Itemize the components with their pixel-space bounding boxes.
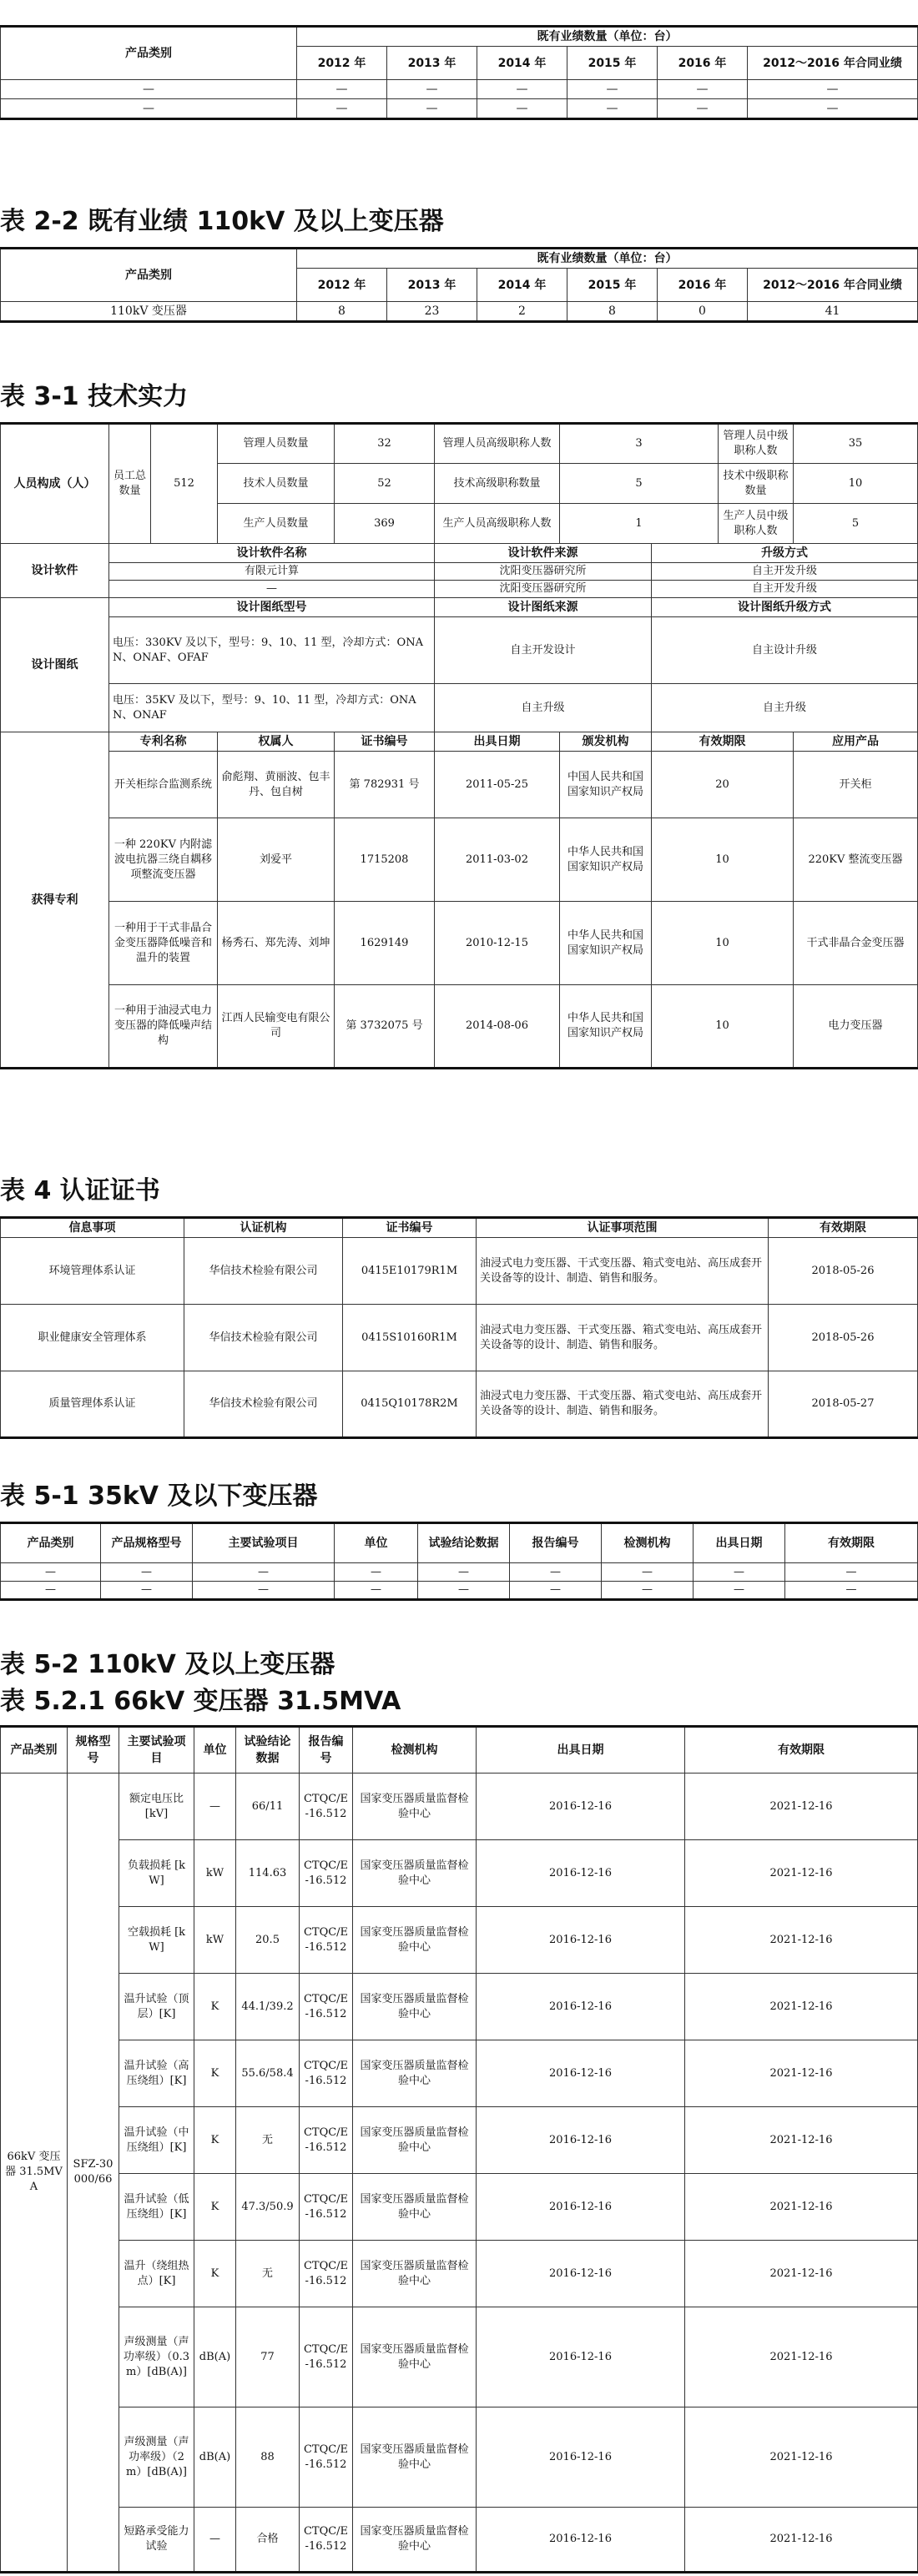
cell: —: [335, 1582, 418, 1600]
col-year: 2014 年: [477, 47, 567, 80]
cell: 2021-12-16: [685, 2241, 918, 2307]
col-year: 2012～2016 年合同业绩: [748, 269, 918, 302]
cell: 温升试验（中压绕组）[K]: [119, 2107, 194, 2174]
cell: —: [1, 1563, 101, 1582]
cell: K: [194, 2174, 236, 2241]
cell: 10: [652, 902, 794, 985]
cell: 声级测量（声功率级）（2m）[dB(A)]: [119, 2407, 194, 2508]
col-header: 设计图纸来源: [435, 598, 652, 617]
cell: 国家变压器质量监督检验中心: [353, 1840, 477, 1907]
table-row: [1, 1774, 918, 1840]
cell: 温升试验（高压绕组）[K]: [119, 2040, 194, 2107]
cell: 2021-12-16: [685, 1974, 918, 2040]
cell: —: [785, 1563, 918, 1582]
col-header: 认证事项范围: [477, 1218, 769, 1238]
cell: 第 3732075 号: [335, 985, 435, 1069]
cell: 5: [560, 464, 719, 504]
drawings-label: 设计图纸: [1, 598, 109, 732]
table-row: [1, 2174, 918, 2241]
cell: 110kV 变压器: [1, 302, 297, 322]
table-5-1-title: 表 5-1 35kV 及以下变压器: [0, 1482, 318, 1511]
cell: 油浸式电力变压器、干式变压器、箱式变电站、高压成套开关设备等的设计、制造、销售和服务。: [477, 1371, 769, 1438]
col-header: 单位: [335, 1523, 418, 1563]
software-label: 设计软件: [1, 544, 109, 598]
col-header: 设计软件来源: [435, 544, 652, 563]
cell: 干式非晶合金变压器: [794, 902, 918, 985]
cell: 2018-05-26: [769, 1238, 918, 1305]
cell: —: [101, 1563, 193, 1582]
cell: 杨秀石、郑先涛、刘坤: [218, 902, 335, 985]
cell: 2016-12-16: [477, 1840, 685, 1907]
cell: 国家变压器质量监督检验中心: [353, 2508, 477, 2573]
cell: 开关柜: [794, 752, 918, 818]
cell: 职业健康安全管理体系: [1, 1305, 184, 1371]
cell: CTQC/E-16.512: [300, 1774, 353, 1840]
cell: 华信技术检验有限公司: [184, 1238, 343, 1305]
col-year: 2014 年: [477, 269, 567, 302]
cell: —: [297, 80, 387, 99]
cell: 2016-12-16: [477, 1907, 685, 1974]
cell: 中华人民共和国国家知识产权局: [560, 902, 652, 985]
cell: 114.63: [236, 1840, 300, 1907]
table-5-2-1-title: 表 5.2.1 66kV 变压器 31.5MVA: [0, 1687, 401, 1716]
cell: 2: [477, 302, 567, 322]
col-product: 产品类别: [1, 27, 297, 80]
cell: 2016-12-16: [477, 2174, 685, 2241]
cell: 2016-12-16: [477, 1774, 685, 1840]
col-header: 证书编号: [343, 1218, 477, 1238]
cell: 中国人民共和国国家知识产权局: [560, 752, 652, 818]
cell: 1: [560, 504, 719, 544]
cell: 77: [236, 2307, 300, 2407]
table-row: [1, 1305, 918, 1371]
cell: 国家变压器质量监督检验中心: [353, 2174, 477, 2241]
col-header: 设计图纸升级方式: [652, 598, 918, 617]
col-header: 信息事项: [1, 1218, 184, 1238]
cell: —: [658, 80, 748, 99]
cell: CTQC/E-16.512: [300, 2040, 353, 2107]
cell: 管理人员数量: [218, 424, 335, 464]
cell: 国家变压器质量监督检验中心: [353, 2407, 477, 2508]
cell: 无: [236, 2107, 300, 2174]
cell: 2016-12-16: [477, 2307, 685, 2407]
table-row: [1, 2307, 918, 2407]
col-header: 试验结论数据: [236, 1727, 300, 1774]
table-2-2: [0, 247, 918, 323]
cell: CTQC/E-16.512: [300, 2174, 353, 2241]
cell: —: [194, 1774, 236, 1840]
cell: 自主设计升级: [652, 617, 918, 684]
cell: 2021-12-16: [685, 1774, 918, 1840]
cell: 0415S10160R1M: [343, 1305, 477, 1371]
cell: K: [194, 2040, 236, 2107]
table-row: [1, 1974, 918, 2040]
cell: 环境管理体系认证: [1, 1238, 184, 1305]
cell: 20: [652, 752, 794, 818]
cell: CTQC/E-16.512: [300, 2107, 353, 2174]
cell: —: [418, 1582, 510, 1600]
product-model: SFZ-30000/66: [68, 1774, 119, 2573]
table-row: [1, 99, 918, 119]
cell: 2011-03-02: [435, 818, 560, 902]
cell: —: [418, 1563, 510, 1582]
cell: CTQC/E-16.512: [300, 2508, 353, 2573]
cell: 55.6/58.4: [236, 2040, 300, 2107]
staff-total: 512: [151, 424, 218, 544]
cell: 自主升级: [652, 684, 918, 732]
cell: 额定电压比 [kV]: [119, 1774, 194, 1840]
table-row: [1, 302, 918, 322]
col-header: 主要试验项目: [119, 1727, 194, 1774]
table-3-1: [0, 422, 918, 1069]
cell: 8: [297, 302, 387, 322]
cell: —: [785, 1582, 918, 1600]
cell: 2021-12-16: [685, 2508, 918, 2573]
cell: 温升试验（低压绕组）[K]: [119, 2174, 194, 2241]
table-row: [1, 1582, 918, 1600]
cell: —: [510, 1563, 602, 1582]
cell: —: [748, 99, 918, 119]
col-header: 权属人: [218, 732, 335, 752]
cell: 管理人员高级职称人数: [435, 424, 560, 464]
col-header: 设计软件名称: [109, 544, 435, 563]
cell: 国家变压器质量监督检验中心: [353, 2107, 477, 2174]
cell: 空载损耗 [kW]: [119, 1907, 194, 1974]
table-5-2-1: [0, 1725, 918, 2573]
cell: 2021-12-16: [685, 2107, 918, 2174]
cell: 35: [794, 424, 918, 464]
col-header: 产品类别: [1, 1727, 68, 1774]
cell: K: [194, 1974, 236, 2040]
col-header: 报告编号: [300, 1727, 353, 1774]
col-header: 设计图纸型号: [109, 598, 435, 617]
cell: 自主开发设计: [435, 617, 652, 684]
table-row: [1, 2241, 918, 2307]
cell: 开关柜综合监测系统: [109, 752, 218, 818]
cell: 66/11: [236, 1774, 300, 1840]
cell: —: [694, 1582, 785, 1600]
col-header: 有效期限: [769, 1218, 918, 1238]
patents-label: 获得专利: [1, 732, 109, 1069]
cell: 8: [567, 302, 658, 322]
cell: 2016-12-16: [477, 2508, 685, 2573]
cell: —: [477, 80, 567, 99]
cell: 声级测量（声功率级）（0.3m）[dB(A)]: [119, 2307, 194, 2407]
cell: 中华人民共和国国家知识产权局: [560, 985, 652, 1069]
table-4: [0, 1216, 918, 1439]
cell: 一种用于干式非晶合金变压器降低噪音和温升的装置: [109, 902, 218, 985]
cell: 江西人民输变电有限公司: [218, 985, 335, 1069]
cell: 短路承受能力试验: [119, 2508, 194, 2573]
cell: 中华人民共和国国家知识产权局: [560, 818, 652, 902]
cell: 0415E10179R1M: [343, 1238, 477, 1305]
table-row: [1, 1563, 918, 1582]
cell: kW: [194, 1840, 236, 1907]
cell: 国家变压器质量监督检验中心: [353, 2241, 477, 2307]
col-year: 2012～2016 年合同业绩: [748, 47, 918, 80]
cell: 技术高级职称数量: [435, 464, 560, 504]
col-header: 产品类别: [1, 1523, 101, 1563]
cell: 国家变压器质量监督检验中心: [353, 1907, 477, 1974]
cell: kW: [194, 1907, 236, 1974]
cell: 5: [794, 504, 918, 544]
cell: 32: [335, 424, 435, 464]
cell: CTQC/E-16.512: [300, 1907, 353, 1974]
cell: 第 782931 号: [335, 752, 435, 818]
col-header: 认证机构: [184, 1218, 343, 1238]
cell: —: [567, 99, 658, 119]
table-row: [1, 2107, 918, 2174]
cell: 有限元计算: [109, 563, 435, 581]
cell: 23: [387, 302, 477, 322]
cell: 2021-12-16: [685, 1840, 918, 1907]
cell: 52: [335, 464, 435, 504]
cell: 自主升级: [435, 684, 652, 732]
cell: 2016-12-16: [477, 2107, 685, 2174]
cell: 2014-08-06: [435, 985, 560, 1069]
col-header: 应用产品: [794, 732, 918, 752]
cell: —: [297, 99, 387, 119]
cell: —: [658, 99, 748, 119]
cell: 刘爱平: [218, 818, 335, 902]
cell: 温升试验（顶层）[K]: [119, 1974, 194, 2040]
col-header: 试验结论数据: [418, 1523, 510, 1563]
col-header: 报告编号: [510, 1523, 602, 1563]
cell: 沈阳变压器研究所: [435, 581, 652, 598]
cell: 电力变压器: [794, 985, 918, 1069]
table-2-2-title: 表 2-2 既有业绩 110kV 及以上变压器: [0, 207, 444, 236]
cell: 1629149: [335, 902, 435, 985]
cell: 俞彪翔、黄丽波、包丰丹、包自树: [218, 752, 335, 818]
cell: 2011-05-25: [435, 752, 560, 818]
cell: 华信技术检验有限公司: [184, 1371, 343, 1438]
col-group: 既有业绩数量（单位：台）: [297, 249, 918, 269]
col-header: 单位: [194, 1727, 236, 1774]
cell: 2021-12-16: [685, 1907, 918, 1974]
cell: —: [1, 1582, 101, 1600]
table-5-1: [0, 1522, 918, 1601]
table-4-title: 表 4 认证证书: [0, 1176, 160, 1205]
cell: 2021-12-16: [685, 2174, 918, 2241]
cell: 华信技术检验有限公司: [184, 1305, 343, 1371]
cell: 2016-12-16: [477, 2407, 685, 2508]
cell: 1715208: [335, 818, 435, 902]
cell: 10: [652, 818, 794, 902]
cell: 自主开发升级: [652, 581, 918, 598]
col-year: 2013 年: [387, 269, 477, 302]
col-year: 2015 年: [567, 47, 658, 80]
cell: 国家变压器质量监督检验中心: [353, 2040, 477, 2107]
col-header: 证书编号: [335, 732, 435, 752]
col-year: 2015 年: [567, 269, 658, 302]
col-header: 产品规格型号: [101, 1523, 193, 1563]
cell: 油浸式电力变压器、干式变压器、箱式变电站、高压成套开关设备等的设计、制造、销售和服务。: [477, 1305, 769, 1371]
cell: 无: [236, 2241, 300, 2307]
col-header: 颁发机构: [560, 732, 652, 752]
cell: 生产人员中级职称人数: [719, 504, 794, 544]
table-row: [1, 80, 918, 99]
cell: 2016-12-16: [477, 2040, 685, 2107]
cell: 一种 220KV 内附滤波电抗器三绕自耦移项整流变压器: [109, 818, 218, 902]
table-3-1-title: 表 3-1 技术实力: [0, 382, 189, 411]
cell: —: [1, 99, 297, 119]
table-row: [1, 2508, 918, 2573]
cell: —: [510, 1582, 602, 1600]
col-header: 出具日期: [694, 1523, 785, 1563]
cell: —: [387, 99, 477, 119]
cell: CTQC/E-16.512: [300, 2307, 353, 2407]
cell: 2021-12-16: [685, 2040, 918, 2107]
table-row: [1, 1840, 918, 1907]
col-header: 出具日期: [477, 1727, 685, 1774]
cell: 自主开发升级: [652, 563, 918, 581]
cell: 负载损耗 [kW]: [119, 1840, 194, 1907]
col-year: 2012 年: [297, 47, 387, 80]
cell: 合格: [236, 2508, 300, 2573]
cell: —: [748, 80, 918, 99]
cell: 质量管理体系认证: [1, 1371, 184, 1438]
cell: —: [694, 1563, 785, 1582]
cell: 10: [794, 464, 918, 504]
cell: 国家变压器质量监督检验中心: [353, 2307, 477, 2407]
cell: 41: [748, 302, 918, 322]
product-category: 66kV 变压器 31.5MVA: [1, 1774, 68, 2573]
col-header: 有效期限: [652, 732, 794, 752]
cell: 0: [658, 302, 748, 322]
cell: 2021-12-16: [685, 2307, 918, 2407]
col-year: 2016 年: [658, 47, 748, 80]
cell: CTQC/E-16.512: [300, 1840, 353, 1907]
col-header: 主要试验项目: [193, 1523, 335, 1563]
col-group: 既有业绩数量（单位：台）: [297, 27, 918, 47]
cell: —: [387, 80, 477, 99]
cell: dB(A): [194, 2307, 236, 2407]
cell: 国家变压器质量监督检验中心: [353, 1974, 477, 2040]
cell: CTQC/E-16.512: [300, 2407, 353, 2508]
cell: 0415Q10178R2M: [343, 1371, 477, 1438]
cell: —: [477, 99, 567, 119]
cell: —: [109, 581, 435, 598]
cell: 油浸式电力变压器、干式变压器、箱式变电站、高压成套开关设备等的设计、制造、销售和服务。: [477, 1238, 769, 1305]
table-row: [1, 2407, 918, 2508]
cell: 20.5: [236, 1907, 300, 1974]
staff-label: 人员构成（人）: [1, 424, 109, 544]
cell: 国家变压器质量监督检验中心: [353, 1774, 477, 1840]
cell: —: [101, 1582, 193, 1600]
cell: —: [193, 1582, 335, 1600]
col-year: 2012 年: [297, 269, 387, 302]
table-row: [1, 1907, 918, 1974]
cell: —: [567, 80, 658, 99]
cell: —: [193, 1563, 335, 1582]
table-5-2-title: 表 5-2 110kV 及以上变压器: [0, 1650, 335, 1679]
cell: 3: [560, 424, 719, 464]
cell: 2021-12-16: [685, 2407, 918, 2508]
cell: —: [602, 1582, 694, 1600]
cell: 管理人员中级职称人数: [719, 424, 794, 464]
cell: 一种用于油浸式电力变压器的降低噪声结构: [109, 985, 218, 1069]
staff-sub: 员工总数量: [109, 424, 151, 544]
col-header: 有效期限: [785, 1523, 918, 1563]
cell: —: [1, 80, 297, 99]
col-header: 检测机构: [602, 1523, 694, 1563]
table-row: [1, 1238, 918, 1305]
cell: 生产人员高级职称人数: [435, 504, 560, 544]
cell: CTQC/E-16.512: [300, 1974, 353, 2040]
cell: 44.1/39.2: [236, 1974, 300, 2040]
cell: CTQC/E-16.512: [300, 2241, 353, 2307]
cell: 369: [335, 504, 435, 544]
cell: K: [194, 2107, 236, 2174]
cell: 2018-05-27: [769, 1371, 918, 1438]
cell: —: [335, 1563, 418, 1582]
table-row: [1, 1371, 918, 1438]
cell: 2010-12-15: [435, 902, 560, 985]
cell: K: [194, 2241, 236, 2307]
col-header: 专利名称: [109, 732, 218, 752]
col-year: 2013 年: [387, 47, 477, 80]
cell: 47.3/50.9: [236, 2174, 300, 2241]
col-header: 升级方式: [652, 544, 918, 563]
col-header: 检测机构: [353, 1727, 477, 1774]
cell: 10: [652, 985, 794, 1069]
cell: 电压：35KV 及以下，型号：9、10、11 型，冷却方式：ONAN、ONAF: [109, 684, 435, 732]
col-header: 规格型号: [68, 1727, 119, 1774]
table-2-1: [0, 25, 918, 120]
cell: 电压：330KV 及以下，型号：9、10、11 型，冷却方式：ONAN、ONAF、OFAF: [109, 617, 435, 684]
cell: dB(A): [194, 2407, 236, 2508]
col-header: 出具日期: [435, 732, 560, 752]
cell: 220KV 整流变压器: [794, 818, 918, 902]
col-product: 产品类别: [1, 249, 297, 302]
cell: —: [602, 1563, 694, 1582]
cell: 2016-12-16: [477, 2241, 685, 2307]
cell: 88: [236, 2407, 300, 2508]
cell: 生产人员数量: [218, 504, 335, 544]
cell: 技术人员数量: [218, 464, 335, 504]
table-row: [1, 2040, 918, 2107]
cell: 温升（绕组热点）[K]: [119, 2241, 194, 2307]
cell: 2016-12-16: [477, 1974, 685, 2040]
cell: 技术中级职称数量: [719, 464, 794, 504]
cell: —: [194, 2508, 236, 2573]
col-year: 2016 年: [658, 269, 748, 302]
col-header: 有效期限: [685, 1727, 918, 1774]
cell: 沈阳变压器研究所: [435, 563, 652, 581]
cell: 2018-05-26: [769, 1305, 918, 1371]
